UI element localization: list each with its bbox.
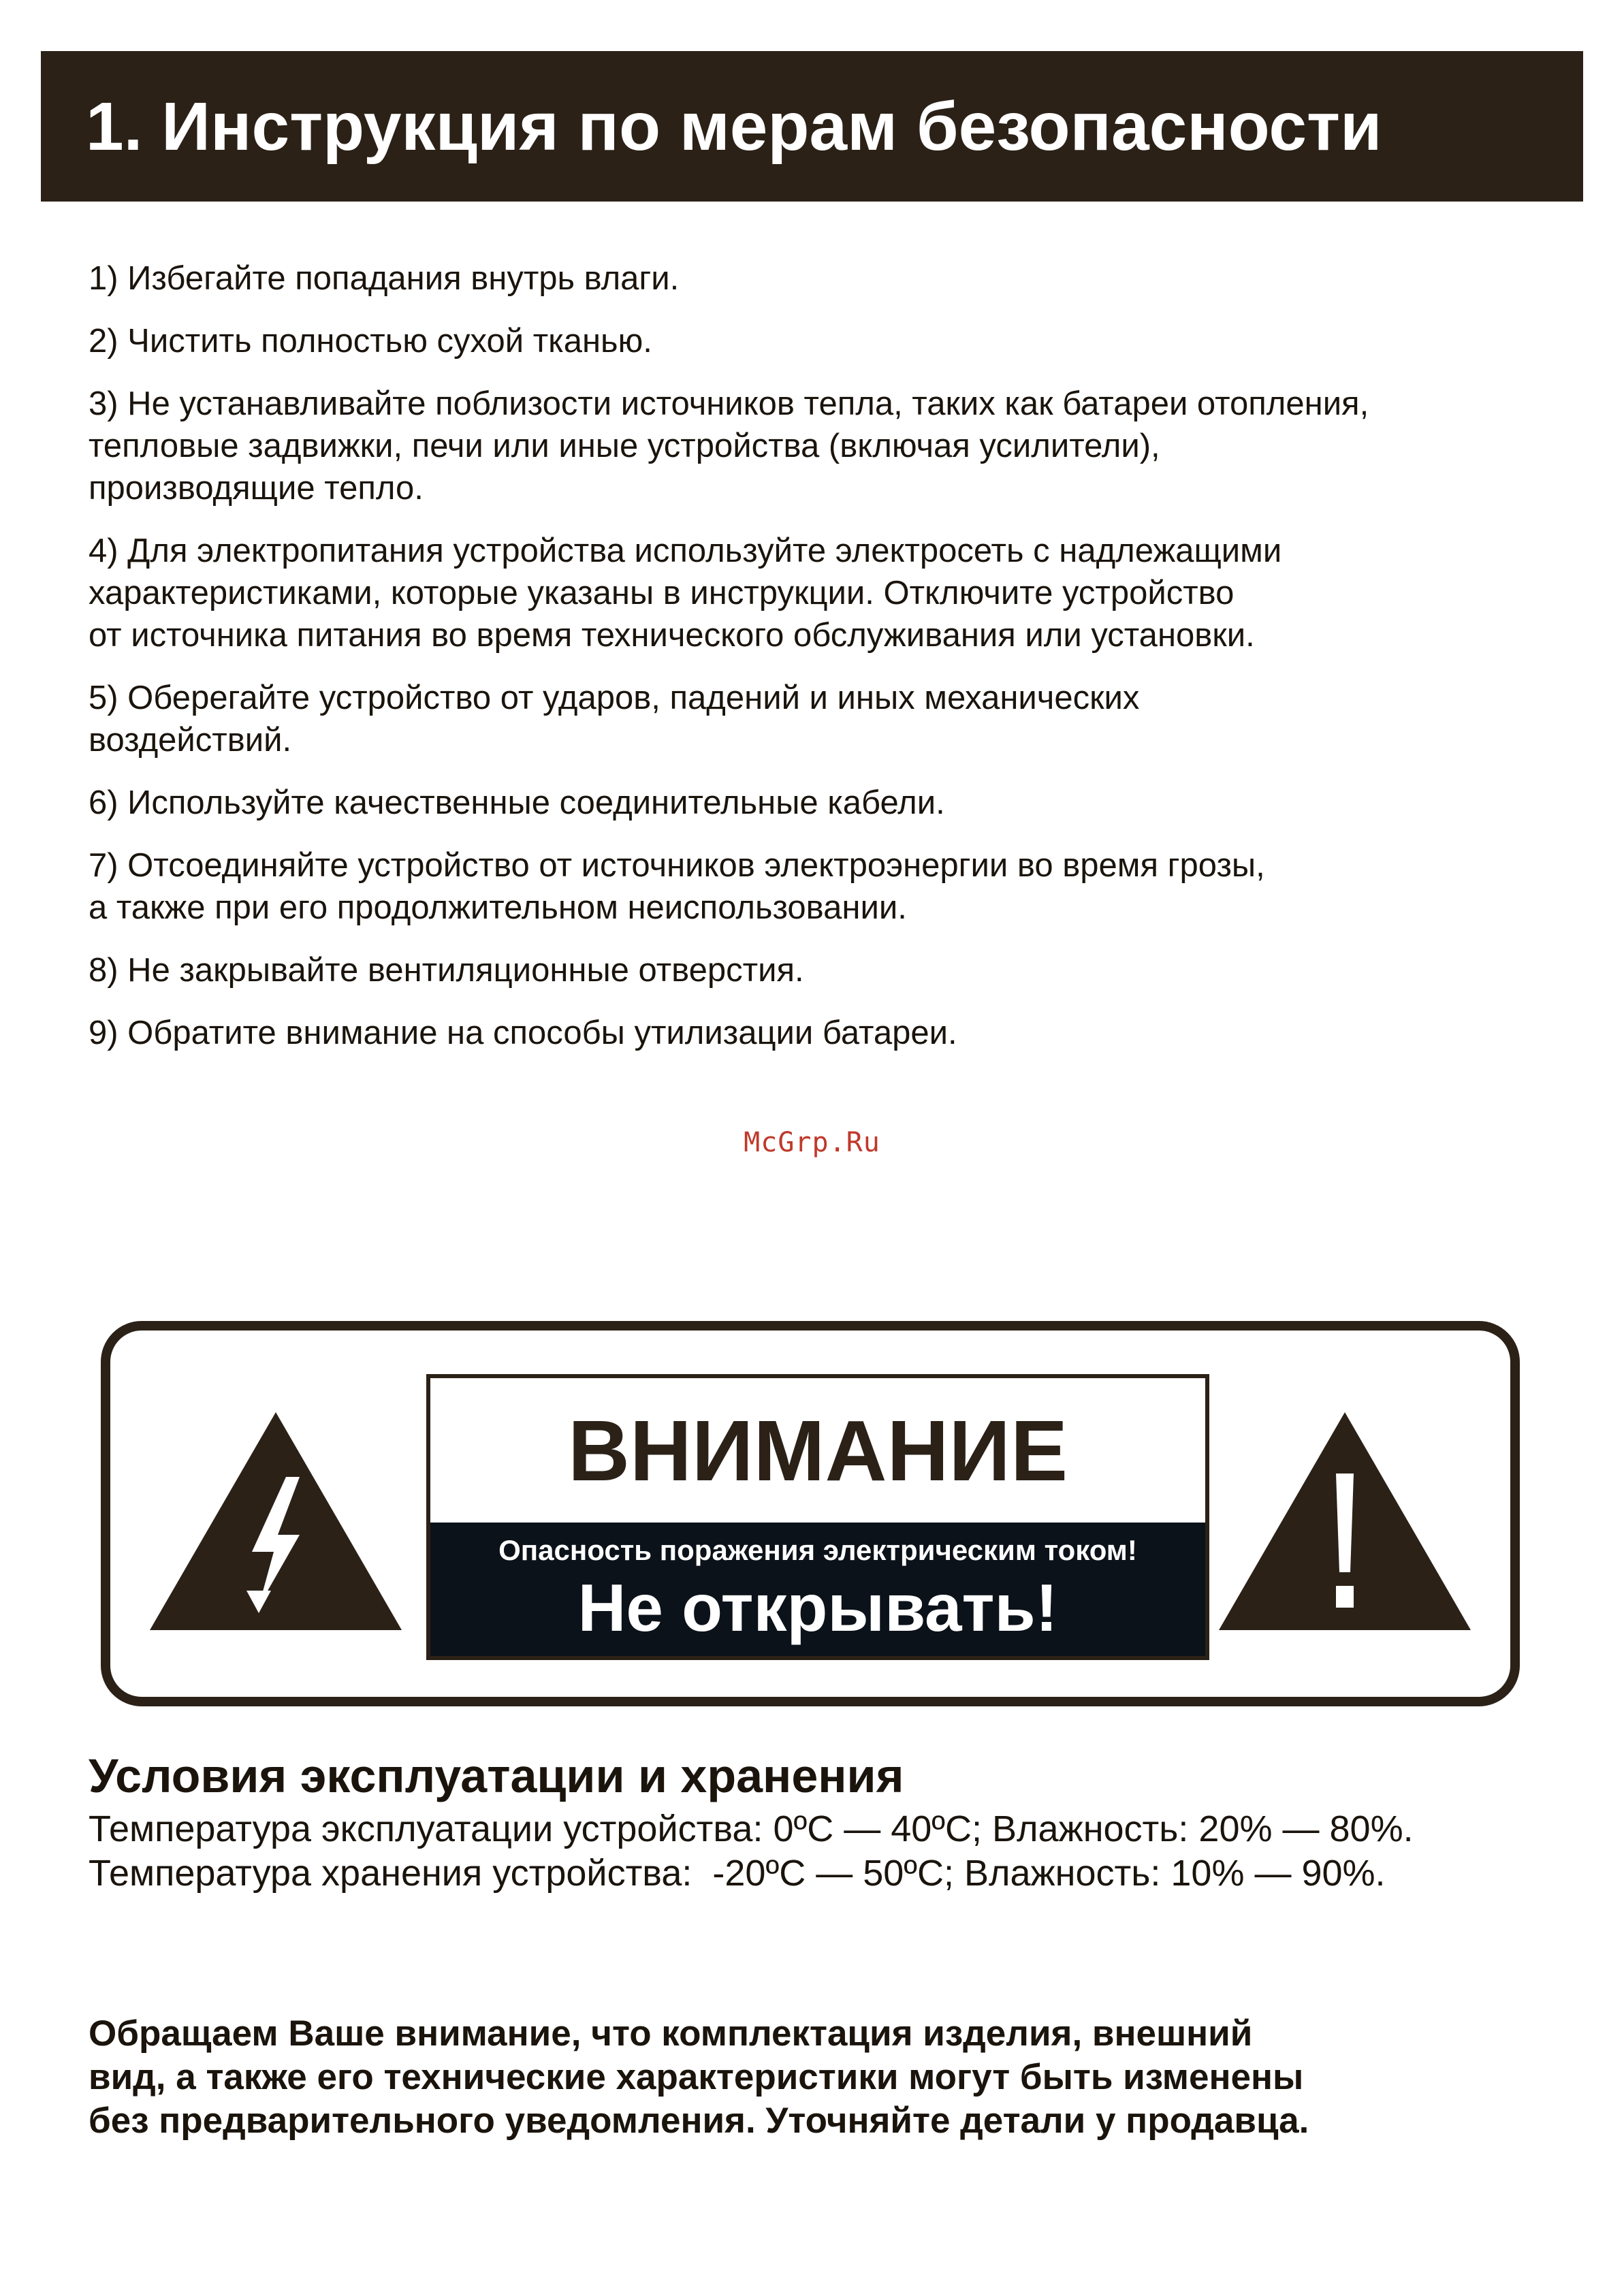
safety-rules-list [89,257,1553,1074]
header-bar [41,51,1583,202]
operating-conditions: Температура эксплуатации устройства: 0ºC — 40ºC; Влажность: 20% — 80%. [89,1809,1414,1849]
watermark-text: McGrp.Ru [744,1127,880,1158]
conditions-title: Условия эксплуатации и хранения [89,1749,904,1802]
shock-danger-text: Опасность поражения электрическим током! [498,1534,1137,1566]
safety-rule-4: 4) Для электропитания устройства используйте электросеть с надлежащими характеристиками, которые указаны в инструкции. Отключите устройство от источника питания во время технического обслуживания или установки. [89,532,1282,654]
attention-dark-band [430,1523,1205,1656]
do-not-open-text: Не открывать! [577,1570,1058,1646]
electric-shock-warning-icon [150,1412,402,1630]
safety-rule-7: 7) Отсоединяйте устройство от источников электроэнергии во время грозы, а также при его продолжительном неиспользовании. [89,847,1265,926]
attention-title: ВНИМАНИЕ [567,1402,1068,1499]
warning-panel [101,1321,1520,1706]
page-title: 1. Инструкция по мерам безопасности [86,88,1382,165]
safety-rule-9: 9) Обратите внимание на способы утилизации батареи. [89,1015,957,1051]
storage-conditions: Температура хранения устройства: -20ºC — 50ºC; Влажность: 10% — 90%. [89,1853,1386,1894]
safety-rule-2: 2) Чистить полностью сухой тканью. [89,323,652,360]
safety-rule-1: 1) Избегайте попадания внутрь влаги. [89,260,680,297]
attention-sign [426,1374,1209,1660]
safety-rule-6: 6) Используйте качественные соединительные кабели. [89,784,945,821]
safety-rule-5: 5) Оберегайте устройство от ударов, падений и иных механических воздействий. [89,680,1140,759]
exclamation-warning-icon [1219,1412,1471,1630]
safety-rule-8: 8) Не закрывайте вентиляционные отверстия. [89,952,804,989]
safety-rule-3: 3) Не устанавливайте поблизости источников тепла, таких как батареи отопления, тепловые задвижки, печи или иные устройства (включая усилители), производящие тепло. [89,385,1369,507]
notice-text: Обращаем Ваше внимание, что комплектация изделия, внешний вид, а также его технические характеристики могут быть изменены без предварительного уведомления. Уточняйте детали у продавца. [89,2013,1309,2141]
